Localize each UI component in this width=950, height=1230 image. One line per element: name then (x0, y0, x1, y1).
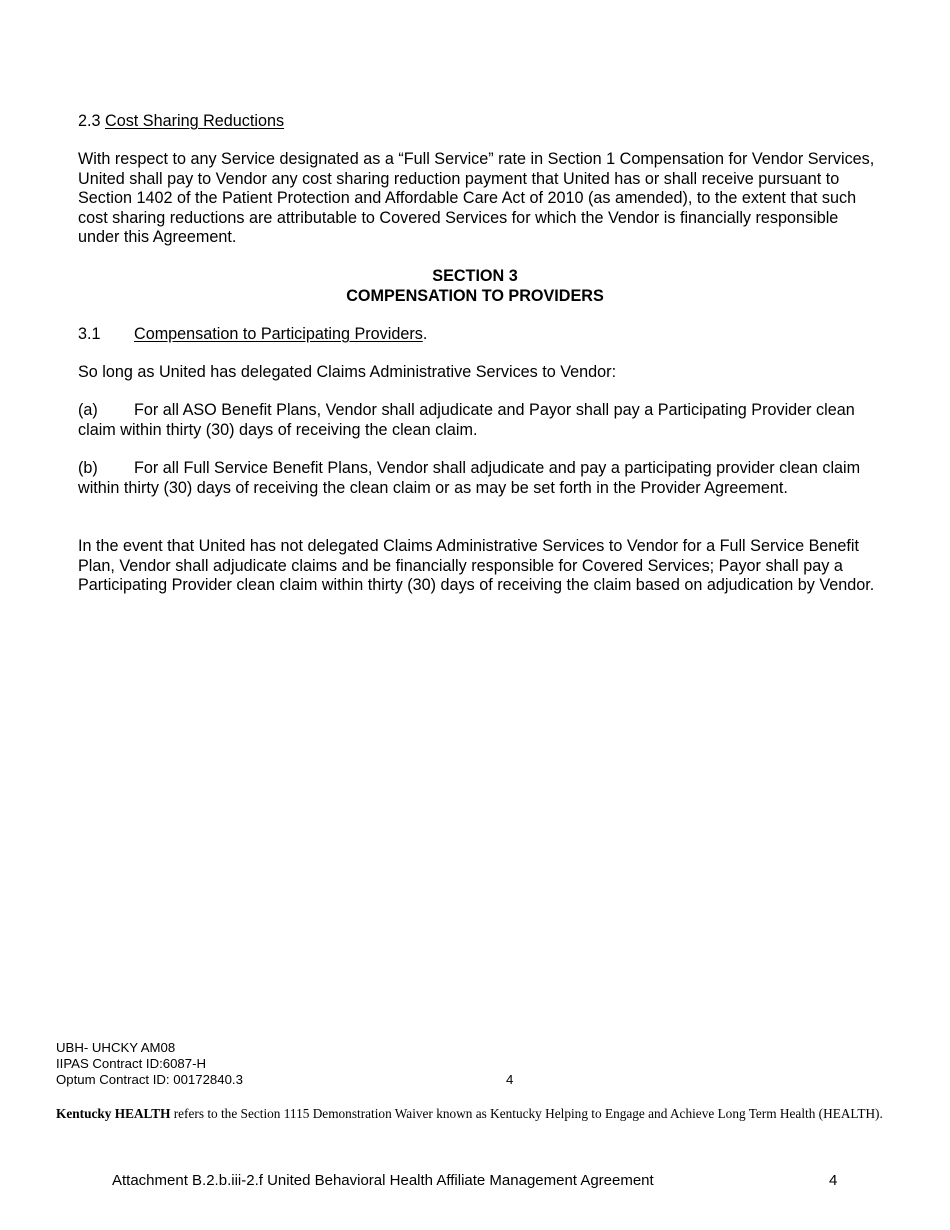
section-3-1-number: 3.1 (78, 325, 101, 343)
footnote-bold: Kentucky HEALTH (56, 1106, 171, 1121)
footer-line-3: Optum Contract ID: 00172840.3 (56, 1072, 243, 1087)
list-item-text: For all Full Service Benefit Plans, Vendor shall adjudicate and pay a participating provider clean claim within thirty (30) days of receiving the clean claim or as may be set forth in the Provider Agreement. (78, 459, 861, 497)
section-2-3-heading (78, 112, 284, 132)
section-3-1-intro: So long as United has delegated Claims Administrative Services to Vendor: (78, 363, 617, 381)
section-3-title: COMPENSATION TO PROVIDERS (346, 287, 604, 305)
section-3-1-closing: In the event that United has not delegated Claims Administrative Services to Vendor for a Full Service Benefit Plan, Vendor shall adjudicate claims and be financially responsible for Covered Services; Payor shall pay a Participating Provider clean claim within thirty (30) days of receiving the claim based on adjudication by Vendor. (78, 537, 875, 595)
list-item (78, 401, 878, 440)
footer-line-1: UBH- UHCKY AM08 (56, 1040, 176, 1055)
list-item-text: For all ASO Benefit Plans, Vendor shall adjudicate and Payor shall pay a Participating Provider clean claim within thirty (30) days of receiving the clean claim. (78, 401, 855, 439)
footer-contract-ids (56, 1040, 243, 1088)
footer-line-2: IIPAS Contract ID:6087-H (56, 1056, 207, 1071)
section-2-3-number: 2.3 (78, 112, 101, 130)
section-3-1-title: Compensation to Participating Providers (134, 325, 423, 343)
section-2-3-title: Cost Sharing Reductions (105, 112, 285, 130)
section-3-1-title-suffix: . (422, 325, 428, 343)
section-3-number: SECTION 3 (432, 267, 518, 285)
section-3-1-heading (78, 325, 427, 345)
footnote-text: refers to the Section 1115 Demonstration Waiver known as Kentucky Helping to Engage and Achieve Long Term Health (HEALTH). (170, 1106, 883, 1121)
footnote (56, 1106, 896, 1122)
section-2-3-paragraph: With respect to any Service designated as a “Full Service” rate in Section 1 Compensation for Vendor Services, United shall pay to Vendor any cost sharing reduction payment that United has or shall receive pursuant to Section 1402 of the Patient Protection and Affordable Care Act of 2010 (as amended), to the extent that such cost sharing reductions are attributable to Covered Services for which the Vendor is financially responsible under this Agreement. (78, 150, 875, 247)
attachment-page-number: 4 (829, 1172, 838, 1189)
list-item-label: (b) (78, 459, 98, 477)
attachment-title: Attachment B.2.b.iii-2.f United Behavioral Health Affiliate Management Agreement (112, 1172, 654, 1189)
footer-page-number: 4 (506, 1072, 514, 1087)
list-item (78, 459, 878, 498)
list-item-label: (a) (78, 401, 98, 419)
